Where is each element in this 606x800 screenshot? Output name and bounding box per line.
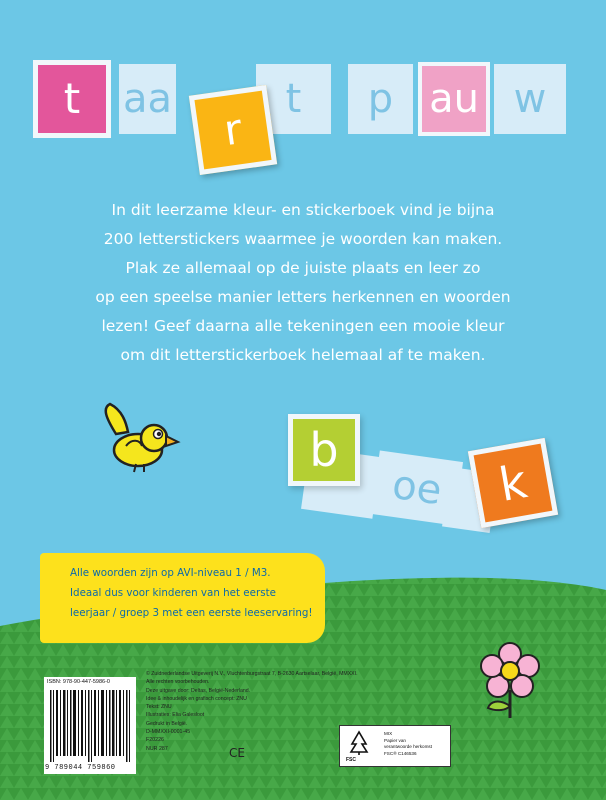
info-line: Ideaal dus voor kinderen van het eerste [70,587,276,599]
letter-tile-t [33,60,111,138]
intro-line: In dit leerzame kleur- en stickerboek vind je bijna [111,201,495,219]
fsc-text [384,731,432,757]
letter-tile-label: w [513,76,547,122]
fsc-line: Papier van [384,737,406,743]
info-line: leerjaar / groep 3 met een eerste leeservaring! [70,607,313,619]
legal-line: Illustraties: Elia Galesloot [146,712,205,719]
letter-tile-label: p [367,76,394,122]
legal-text [146,670,358,728]
fsc-tree-icon [348,730,370,756]
legal-line: Idee & inhoudelijk en grafisch concept: ZNU [146,695,247,702]
bird-illustration [96,396,186,476]
flower-illustration [470,640,550,720]
intro-line: 200 letterstickers waarmee je woorden kan maken. [103,230,503,248]
letter-tile-label: au [429,76,479,122]
info-line: Alle woorden zijn op AVI-niveau 1 / M3. [70,567,271,579]
ce-mark: CE [229,746,245,760]
letter-tile-label: r [220,104,245,155]
letter-tile-w [494,64,566,134]
legal-line: Tekst: ZNU [146,704,172,711]
legal-line: Alle rechten voorbehouden. [146,679,210,686]
barcode-digits: 9 789044 759860 [45,764,116,772]
legal-line: © Zuidnederlandse Uitgeverij N.V., Vluchtenburgstraat 7, B-2630 Aartselaar, België, MMXXI. [146,671,358,677]
letter-tile-p [348,64,413,134]
letter-tile-label: k [495,454,531,512]
barcode-bars [50,690,132,762]
legal-line: Gedrukt in België. [146,720,188,727]
intro-line: op een speelse manier letters herkennen en woorden [95,288,511,306]
letter-tile-label: t [285,76,302,122]
intro-line: Plak ze allemaal op de juiste plaats en leer zo [125,259,481,277]
product-codes [146,728,190,753]
fsc-line: MIX [384,731,393,736]
code-line: F20226 [146,737,164,744]
isbn-label: ISBN: 978-90-447-5986-0 [47,679,110,685]
intro-line: om dit letterstickerboek helemaal af te maken. [120,346,486,364]
letter-tile-label: b [309,423,339,477]
fsc-label [339,725,451,767]
code-line: D-MMXXI-0001-45 [146,729,191,735]
letter-tile-b [288,414,360,486]
letter-tile-label: t [63,74,81,123]
letter-tile-label: oe [389,461,445,515]
intro-text [40,196,566,370]
reading-level-box [40,553,325,643]
letter-tile-aa [119,64,176,134]
intro-line: lezen! Geef daarna alle tekeningen een mooie kleur [101,317,505,335]
fsc-logo-text: FSC [346,757,356,763]
letter-tile-au [418,62,490,136]
letter-tile-label: aa [122,76,173,122]
code-line: NUR 287 [146,745,168,752]
letter-tile-k [468,438,558,528]
fsc-line: verantwoorde herkomst [384,744,433,749]
barcode [44,677,136,774]
fsc-line: FSC® C146536 [384,750,417,756]
letter-tile-r [189,85,277,175]
legal-line: Deze uitgave door: Deltas, België-Nederland. [146,687,251,694]
